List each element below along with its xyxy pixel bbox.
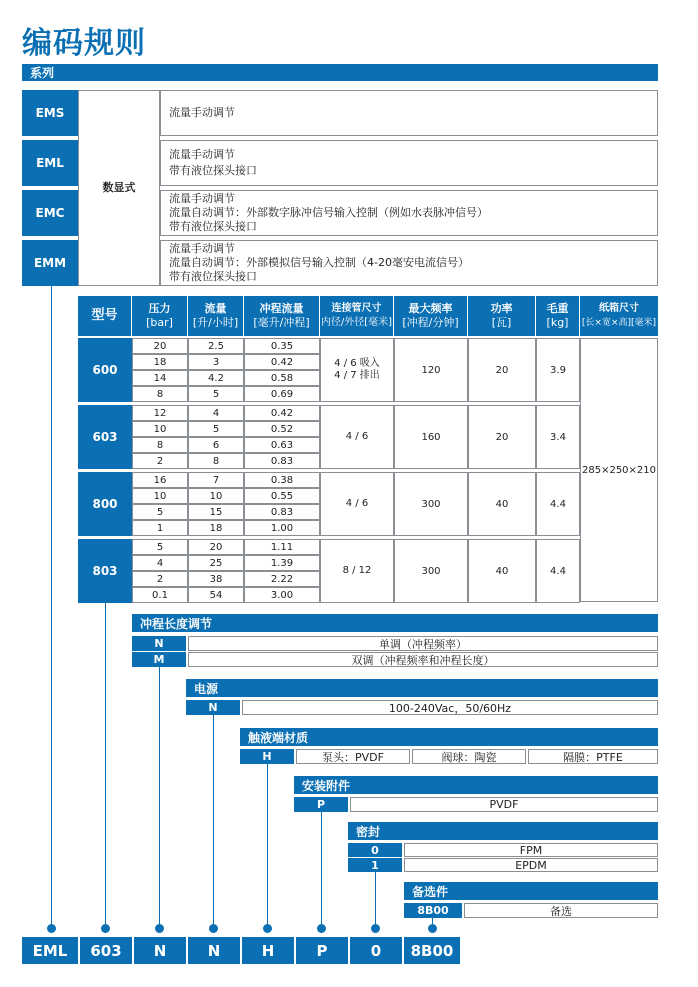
model-603: 603 xyxy=(78,405,132,469)
header-weight: 毛重 [kg] xyxy=(536,296,580,336)
pipe-size: 8 / 12 xyxy=(320,539,394,603)
header-carton: 纸箱尺寸 [长×宽×高][毫米] xyxy=(580,296,658,336)
final-code-accessory: P xyxy=(296,937,348,964)
final-code-optional: 8B00 xyxy=(404,937,460,964)
model-800: 800 xyxy=(78,472,132,536)
power-watts: 20 xyxy=(468,405,536,469)
stroke-volume-cell: 0.55 xyxy=(244,488,320,504)
stroke-volume-cell: 0.63 xyxy=(244,437,320,453)
stroke-volume-cell: 0.52 xyxy=(244,421,320,437)
pressure-cell: 0.1 xyxy=(132,587,188,603)
accessory-code-p: P xyxy=(294,797,348,812)
display-type: 数显式 xyxy=(78,90,160,286)
model-803: 803 xyxy=(78,539,132,603)
flow-cell: 6 xyxy=(188,437,244,453)
pressure-cell: 10 xyxy=(132,488,188,504)
connector-stroke xyxy=(159,667,160,926)
stroke-code-m: M xyxy=(132,652,186,667)
header-stroke-volume: 冲程流量 [毫升/冲程] xyxy=(244,296,320,336)
dot-model xyxy=(101,924,110,933)
series-code-emm: EMM xyxy=(22,240,78,286)
pressure-cell: 5 xyxy=(132,539,188,555)
connector-seal xyxy=(375,872,376,926)
flow-cell: 25 xyxy=(188,555,244,571)
header-flow: 流量 [升/小时] xyxy=(188,296,244,336)
dot-material xyxy=(263,924,272,933)
carton-size: 285×250×210 xyxy=(580,338,658,602)
max-frequency: 300 xyxy=(394,539,468,603)
optional-code-8b00: 8B00 xyxy=(404,903,462,918)
gross-weight: 4.4 xyxy=(536,472,580,536)
final-code-power: N xyxy=(188,937,240,964)
dot-accessory xyxy=(317,924,326,933)
power-title: 电源 xyxy=(186,679,658,697)
flow-cell: 3 xyxy=(188,354,244,370)
connector-material xyxy=(267,764,268,926)
series-bar: 系列 xyxy=(22,64,658,81)
header-power: 功率 [瓦] xyxy=(468,296,536,336)
pressure-cell: 2 xyxy=(132,453,188,469)
series-code-ems: EMS xyxy=(22,90,78,136)
pressure-cell: 8 xyxy=(132,386,188,402)
dot-optional xyxy=(428,924,437,933)
pressure-cell: 2 xyxy=(132,571,188,587)
pressure-cell: 18 xyxy=(132,354,188,370)
stroke-volume-cell: 0.83 xyxy=(244,504,320,520)
flow-cell: 15 xyxy=(188,504,244,520)
pressure-cell: 4 xyxy=(132,555,188,571)
flow-cell: 10 xyxy=(188,488,244,504)
stroke-volume-cell: 0.69 xyxy=(244,386,320,402)
flow-cell: 5 xyxy=(188,421,244,437)
header-pressure: 压力 [bar] xyxy=(132,296,188,336)
flow-cell: 18 xyxy=(188,520,244,536)
stroke-code-n: N xyxy=(132,636,186,651)
accessory-title: 安装附件 xyxy=(294,776,658,794)
model-600: 600 xyxy=(78,338,132,402)
seal-option-0: FPM xyxy=(404,843,658,857)
stroke-title: 冲程长度调节 xyxy=(132,614,658,632)
seal-title: 密封 xyxy=(348,822,658,840)
stroke-volume-cell: 0.42 xyxy=(244,405,320,421)
pipe-size: 4 / 6 xyxy=(320,405,394,469)
material-title: 触液端材质 xyxy=(240,728,658,746)
header-frequency: 最大频率 [冲程/分钟] xyxy=(394,296,468,336)
final-code-model: 603 xyxy=(80,937,132,964)
stroke-volume-cell: 0.83 xyxy=(244,453,320,469)
flow-cell: 4.2 xyxy=(188,370,244,386)
pressure-cell: 16 xyxy=(132,472,188,488)
connector-power xyxy=(213,715,214,926)
flow-cell: 8 xyxy=(188,453,244,469)
stroke-volume-cell: 1.11 xyxy=(244,539,320,555)
power-option-n: 100-240Vac，50/60Hz xyxy=(242,700,658,715)
series-desc-emm: 流量手动调节 流量自动调节：外部模拟信号输入控制（4-20毫安电流信号） 带有液位探头接口 xyxy=(160,240,658,286)
flow-cell: 7 xyxy=(188,472,244,488)
flow-cell: 38 xyxy=(188,571,244,587)
gross-weight: 3.9 xyxy=(536,338,580,402)
series-desc-emc: 流量手动调节 流量自动调节：外部数字脉冲信号输入控制（例如水表脉冲信号） 带有液位探头接口 xyxy=(160,190,658,236)
header-pipe: 连接管尺寸 内径/外径[毫米] xyxy=(320,296,394,336)
connector-series xyxy=(51,286,52,926)
optional-title: 备选件 xyxy=(404,882,658,900)
pipe-size: 4 / 6 xyxy=(320,472,394,536)
pressure-cell: 5 xyxy=(132,504,188,520)
header-model: 型号 xyxy=(78,296,132,336)
dot-seal xyxy=(371,924,380,933)
connector-model xyxy=(105,602,106,926)
stroke-volume-cell: 3.00 xyxy=(244,587,320,603)
page-title: 编码规则 xyxy=(22,26,146,61)
stroke-option-n: 单调（冲程频率） xyxy=(188,636,658,651)
flow-cell: 5 xyxy=(188,386,244,402)
pressure-cell: 10 xyxy=(132,421,188,437)
series-desc-eml: 流量手动调节 带有液位探头接口 xyxy=(160,140,658,186)
power-watts: 40 xyxy=(468,472,536,536)
material-diaphragm: 隔膜：PTFE xyxy=(528,749,658,764)
accessory-option-p: PVDF xyxy=(350,797,658,812)
final-code-seal: 0 xyxy=(350,937,402,964)
pressure-cell: 14 xyxy=(132,370,188,386)
dot-stroke xyxy=(155,924,164,933)
series-code-emc: EMC xyxy=(22,190,78,236)
flow-cell: 4 xyxy=(188,405,244,421)
max-frequency: 120 xyxy=(394,338,468,402)
material-code-h: H xyxy=(240,749,294,764)
seal-code-0: 0 xyxy=(348,843,402,857)
optional-option-8b00: 备选 xyxy=(464,903,658,918)
pressure-cell: 12 xyxy=(132,405,188,421)
final-code-material: H xyxy=(242,937,294,964)
max-frequency: 300 xyxy=(394,472,468,536)
pressure-cell: 20 xyxy=(132,338,188,354)
stroke-volume-cell: 1.39 xyxy=(244,555,320,571)
max-frequency: 160 xyxy=(394,405,468,469)
material-valve-ball: 阀球：陶瓷 xyxy=(412,749,526,764)
stroke-volume-cell: 1.00 xyxy=(244,520,320,536)
power-watts: 40 xyxy=(468,539,536,603)
material-pump-head: 泵头：PVDF xyxy=(296,749,410,764)
pipe-size: 4 / 6 吸入 4 / 7 排出 xyxy=(320,338,394,402)
pressure-cell: 1 xyxy=(132,520,188,536)
power-watts: 20 xyxy=(468,338,536,402)
flow-cell: 54 xyxy=(188,587,244,603)
stroke-volume-cell: 0.58 xyxy=(244,370,320,386)
seal-code-1: 1 xyxy=(348,858,402,872)
stroke-volume-cell: 0.35 xyxy=(244,338,320,354)
gross-weight: 3.4 xyxy=(536,405,580,469)
power-code-n: N xyxy=(186,700,240,715)
dot-series xyxy=(47,924,56,933)
final-code-series: EML xyxy=(22,937,78,964)
final-code-stroke: N xyxy=(134,937,186,964)
series-code-eml: EML xyxy=(22,140,78,186)
flow-cell: 2.5 xyxy=(188,338,244,354)
dot-power xyxy=(209,924,218,933)
seal-option-1: EPDM xyxy=(404,858,658,872)
stroke-volume-cell: 2.22 xyxy=(244,571,320,587)
pressure-cell: 8 xyxy=(132,437,188,453)
connector-accessory xyxy=(321,812,322,926)
stroke-option-m: 双调（冲程频率和冲程长度） xyxy=(188,652,658,667)
stroke-volume-cell: 0.38 xyxy=(244,472,320,488)
stroke-volume-cell: 0.42 xyxy=(244,354,320,370)
series-desc-ems: 流量手动调节 xyxy=(160,90,658,136)
flow-cell: 20 xyxy=(188,539,244,555)
gross-weight: 4.4 xyxy=(536,539,580,603)
